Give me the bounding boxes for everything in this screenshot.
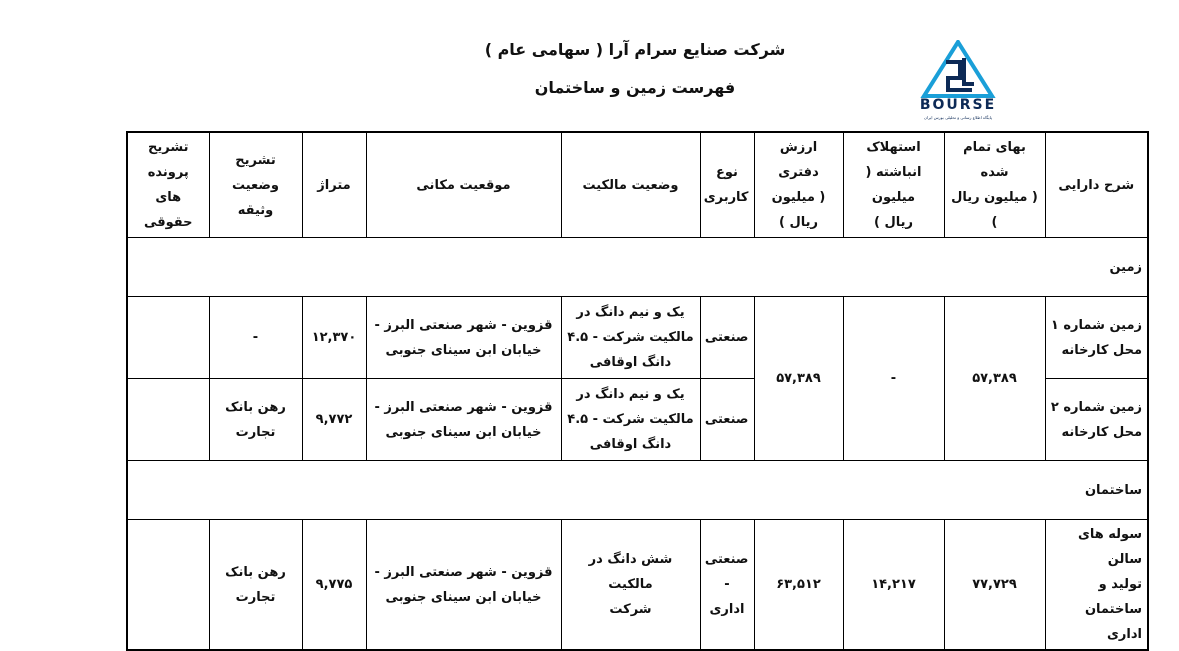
bourse-logo (912, 40, 1004, 124)
cell-location: قزوین - شهر صنعتی البرز - خیابان ابن سینای جنوبی (366, 520, 561, 651)
cell-description: زمین شماره ۲ محل کارخانه (1045, 379, 1148, 461)
header-usage: نوع کاربری (700, 132, 754, 238)
cell-collateral: رهن بانک تجارت (209, 520, 302, 651)
cell-collateral: رهن بانک تجارت (209, 379, 302, 461)
cell-location: قزوین - شهر صنعتی البرز - خیابان ابن سینای جنوبی (366, 297, 561, 379)
cell-depreciation: - (843, 297, 944, 461)
cell-collateral: - (209, 297, 302, 379)
header-location: موقعیت مکانی (366, 132, 561, 238)
table-row (127, 520, 1148, 651)
header-depreciation: استهلاک انباشته ( میلیون ریال ) (843, 132, 944, 238)
header-ownership: وضعیت مالکیت (561, 132, 700, 238)
section-land: زمین (127, 238, 1148, 297)
cell-cost: ۷۷,۷۲۹ (944, 520, 1045, 651)
cell-book-value: ۵۷,۳۸۹ (754, 297, 843, 461)
cell-ownership: شش دانگ در مالکیت شرکت (561, 520, 700, 651)
cell-depreciation: ۱۴,۲۱۷ (843, 520, 944, 651)
header-description: شرح دارایی (1045, 132, 1148, 238)
cell-area: ۹,۷۷۵ (302, 520, 366, 651)
company-title: شرکت صنایع سرام آرا ( سهامی عام ) (484, 40, 786, 59)
cell-description: سوله های سالن تولید و ساختمان اداری (1045, 520, 1148, 651)
cell-location: قزوین - شهر صنعتی البرز - خیابان ابن سینای جنوبی (366, 379, 561, 461)
header-row (127, 132, 1148, 238)
header-legal: تشریح پرونده های حقوقی (127, 132, 209, 238)
header-collateral: تشریح وضعیت وثیقه (209, 132, 302, 238)
bourse-logo-icon (912, 40, 1004, 98)
header-cost: بهای تمام شده ( میلیون ریال ) (944, 132, 1045, 238)
cell-cost: ۵۷,۳۸۹ (944, 297, 1045, 461)
cell-area: ۹,۷۷۲ (302, 379, 366, 461)
header-book-value: ارزش دفتری ( میلیون ریال ) (754, 132, 843, 238)
header-area: متراژ (302, 132, 366, 238)
cell-usage: صنعتی (700, 297, 754, 379)
section-row-land (127, 238, 1148, 297)
cell-ownership: یک و نیم دانگ در مالکیت شرکت - ۴.۵ دانگ اوقافی (561, 379, 700, 461)
cell-usage: صنعتی (700, 379, 754, 461)
report-title: فهرست زمین و ساختمان (534, 78, 736, 97)
cell-description: زمین شماره ۱ محل کارخانه (1045, 297, 1148, 379)
logo-brand: BOURSE (919, 97, 997, 113)
cell-area: ۱۲,۳۷۰ (302, 297, 366, 379)
cell-legal (127, 520, 209, 651)
cell-legal (127, 297, 209, 379)
section-building: ساختمان (127, 461, 1148, 520)
cell-ownership: یک و نیم دانگ در مالکیت شرکت - ۴.۵ دانگ اوقافی (561, 297, 700, 379)
logo-tagline: پایگاه اطلاع رسانی و تحلیلی بورس ایران (924, 115, 992, 120)
land-building-table (126, 131, 1149, 651)
table-row (127, 297, 1148, 379)
cell-legal (127, 379, 209, 461)
cell-usage: صنعتی - اداری (700, 520, 754, 651)
cell-book-value: ۶۳,۵۱۲ (754, 520, 843, 651)
section-row-building (127, 461, 1148, 520)
